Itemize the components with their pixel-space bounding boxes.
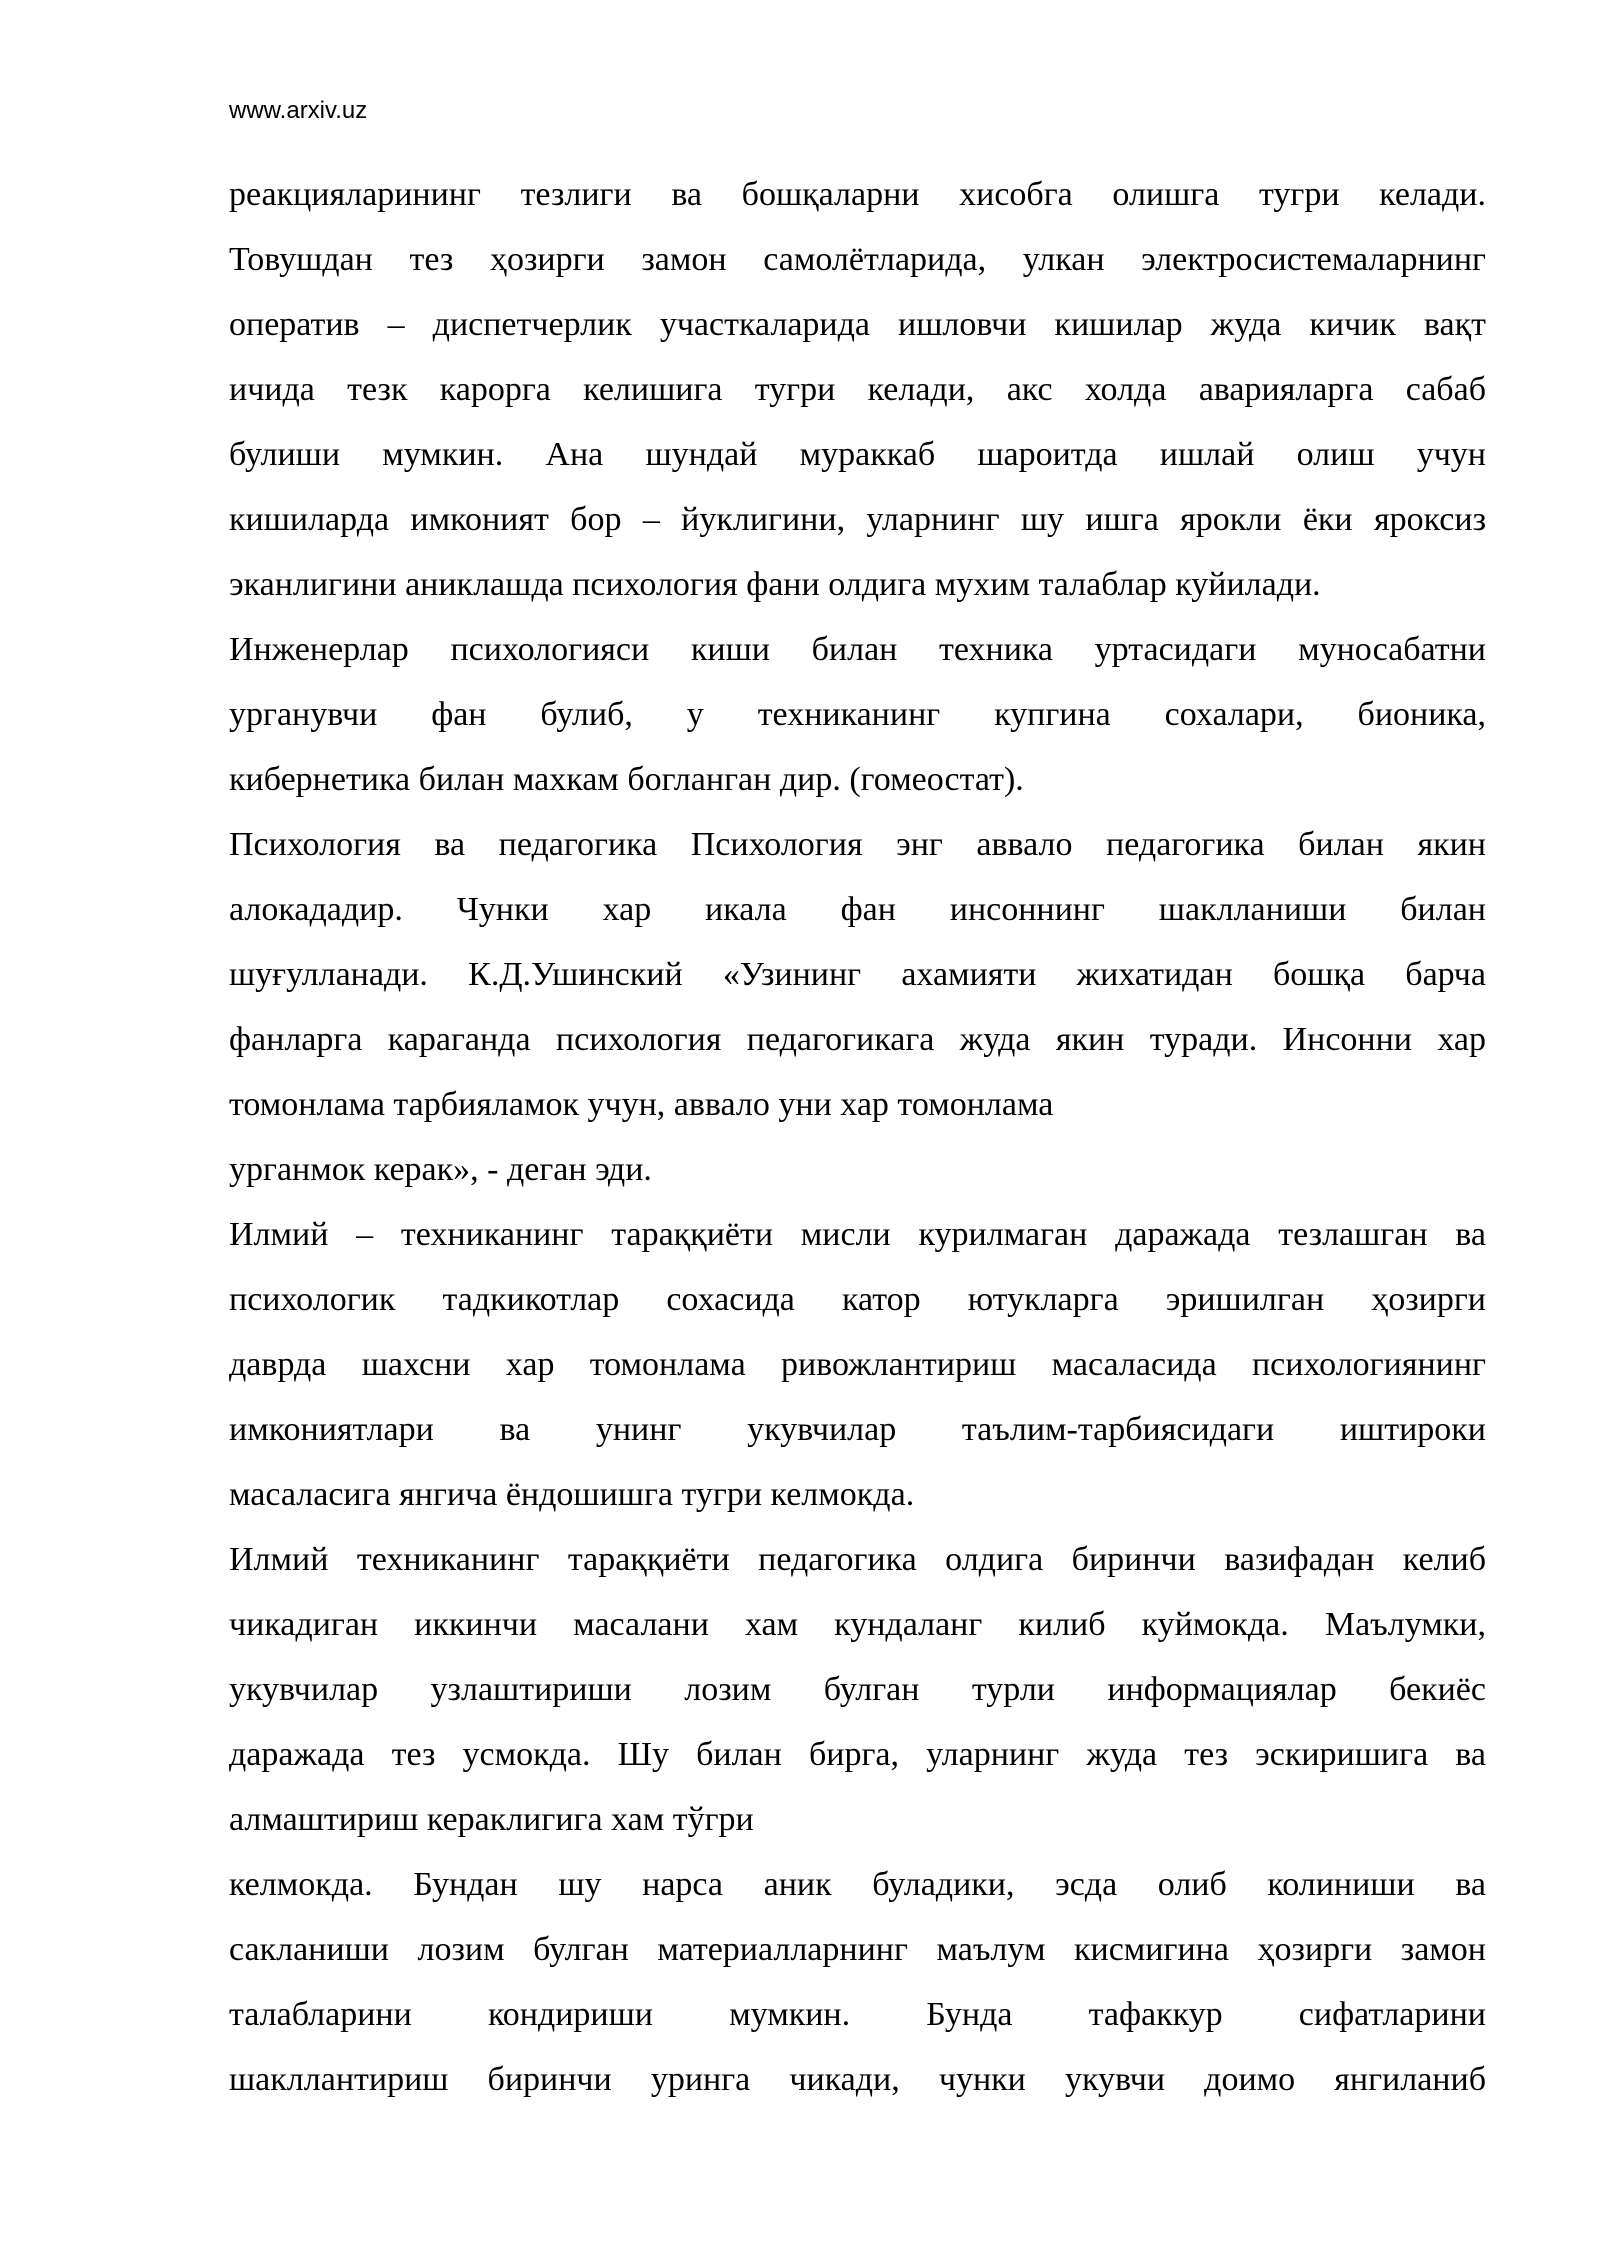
text-line: психологик тадкикотлар сохасида катор ютукларга эришилган ҳозирги: [229, 1281, 1486, 1318]
text-line: кибернетика билан махкам богланган дир. (гомеостат).: [229, 761, 1024, 798]
text-line: урганмок керак», - деган эди.: [229, 1151, 652, 1188]
body-text: [229, 162, 1486, 2112]
text-line: масаласига янгича ёндошишга тугри келмокда.: [229, 1476, 915, 1513]
text-line: талабларини кондириши мумкин. Бунда тафаккур сифатларини: [229, 1996, 1486, 2033]
text-line: томонлама тарбияламок учун, аввало уни хар томонлама: [229, 1086, 1054, 1123]
text-line: ичида тезк карорга келишига тугри келади, акс холда аварияларга сабаб: [229, 371, 1486, 408]
text-line: шуғулланади. К.Д.Ушинский «Узининг ахамияти жихатидан бошқа барча: [229, 956, 1486, 993]
text-line: урганувчи фан булиб, у техниканинг купгина сохалари, бионика,: [229, 696, 1486, 733]
text-line: даврда шахсни хар томонлама ривожлантириш масаласида психологиянинг: [229, 1346, 1486, 1383]
text-line: реакцияларининг тезлиги ва бошқаларни хисобга олишга тугри келади.: [229, 176, 1486, 213]
text-line: келмокда. Бундан шу нарса аник буладики, эсда олиб колиниши ва: [229, 1866, 1486, 1903]
text-line: фанларга караганда психология педагогикага жуда якин туради. Инсонни хар: [229, 1021, 1486, 1058]
text-line: Илмий – техниканинг тараққиёти мисли курилмаган даражада тезлашган ва: [229, 1216, 1486, 1253]
text-line: Товушдан тез ҳозирги замон самолётларида, улкан электросистемаларнинг: [229, 241, 1486, 278]
text-line: булиши мумкин. Ана шундай мураккаб шароитда ишлай олиш учун: [229, 436, 1486, 473]
text-line: чикадиган иккинчи масалани хам кундаланг килиб куймокда. Маълумки,: [229, 1606, 1486, 1643]
text-line: шакллантириш биринчи уринга чикади, чунки укувчи доимо янгиланиб: [229, 2061, 1486, 2098]
text-line: эканлигини аниклашда психология фани олдига мухим талаблар куйилади.: [229, 566, 1321, 603]
text-line: Психология ва педагогика Психология энг аввало педагогика билан якин: [229, 826, 1486, 863]
text-line: Инженерлар психологияси киши билан техника уртасидаги муносабатни: [229, 631, 1486, 668]
text-line: имкониятлари ва унинг укувчилар таълим-тарбиясидаги иштироки: [229, 1411, 1486, 1448]
text-line: оператив – диспетчерлик участкаларида ишловчи кишилар жуда кичик вақт: [229, 306, 1486, 343]
text-line: алокададир. Чунки хар икала фан инсоннинг шаклланиши билан: [229, 891, 1486, 928]
text-line: даражада тез усмокда. Шу билан бирга, уларнинг жуда тез эскиришига ва: [229, 1736, 1486, 1773]
text-line: алмаштириш кераклигига хам тўгри: [229, 1801, 754, 1838]
text-line: укувчилар узлаштириши лозим булган турли информациялар бекиёс: [229, 1671, 1486, 1708]
text-line: кишиларда имконият бор – йуклигини, уларнинг шу ишга ярокли ёки яроксиз: [229, 501, 1486, 538]
page-header-url: www.arxiv.uz: [229, 97, 368, 124]
text-line: Илмий техниканинг тараққиёти педагогика олдига биринчи вазифадан келиб: [229, 1541, 1486, 1578]
text-line: сакланиши лозим булган материалларнинг маълум кисмигина ҳозирги замон: [229, 1931, 1486, 1968]
